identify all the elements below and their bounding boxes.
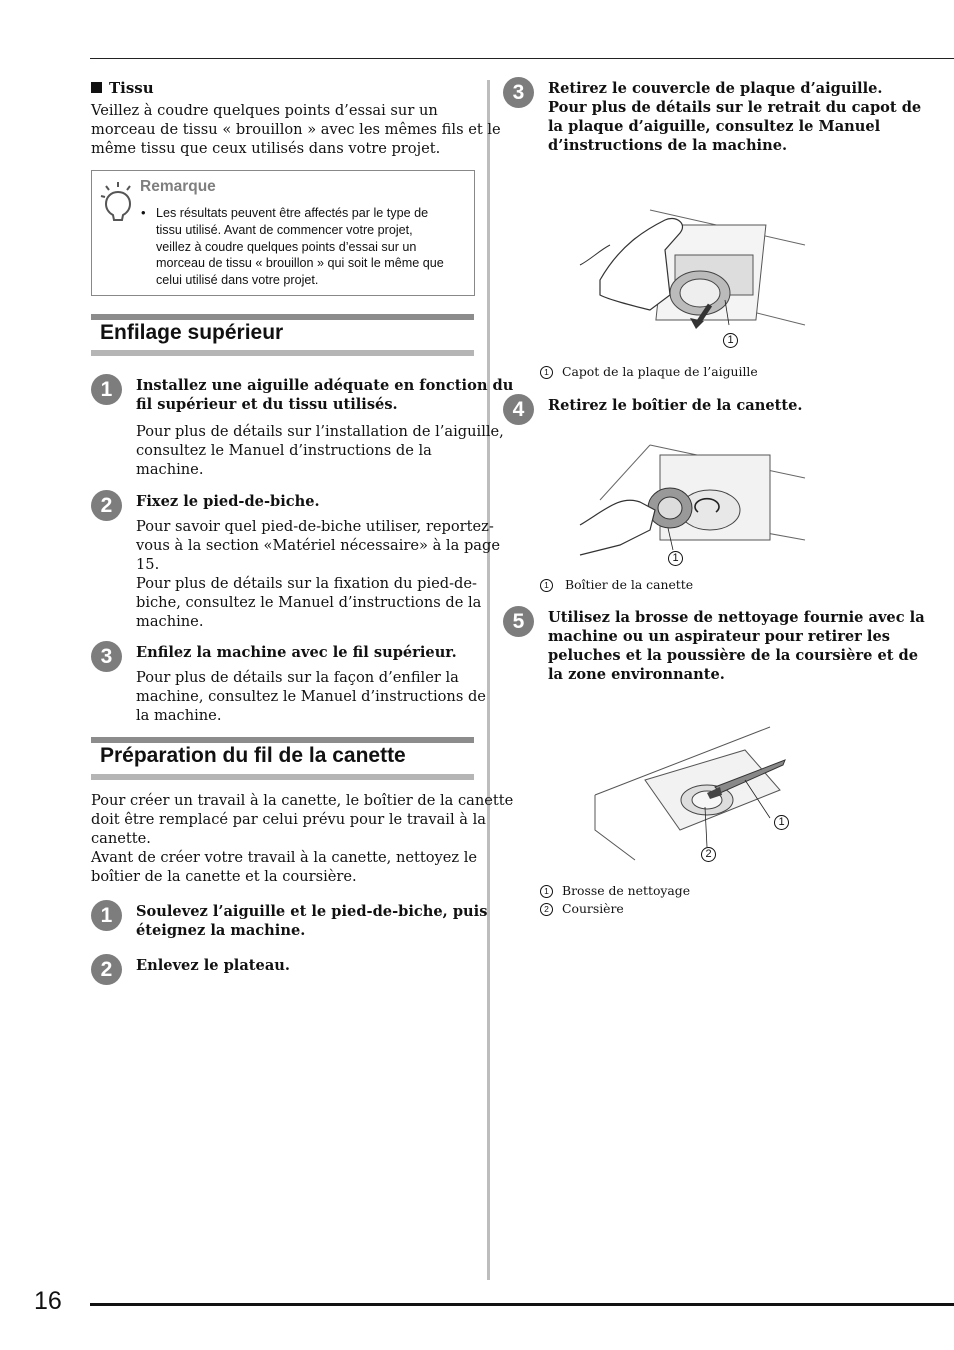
callout-marker: 1 bbox=[668, 551, 683, 566]
square-bullet-icon bbox=[91, 82, 102, 93]
column-divider bbox=[487, 80, 490, 1280]
step-instruction: Enfilez la machine avec le fil supérieur. bbox=[136, 644, 457, 661]
section-bar-top bbox=[91, 314, 474, 320]
bottom-rule bbox=[90, 1303, 954, 1306]
needle-plate-cover-illustration bbox=[580, 205, 805, 353]
step-instruction: Utilisez la brosse de nettoyage fournie avec la machine ou un aspirateur pour retirer les peluches et la poussière de la coursière et de la zone environnante. bbox=[548, 609, 925, 683]
bobbin-case-illustration bbox=[580, 440, 805, 565]
step-instruction: Retirez le couvercle de plaque d’aiguille. Pour plus de détails sur le retrait du capot de la plaque d’aiguille, consultez le Manuel d’instructions de la machine. bbox=[548, 80, 922, 154]
top-rule bbox=[90, 58, 954, 59]
callout-marker: 1 bbox=[723, 333, 738, 348]
step-number: 1 bbox=[91, 900, 122, 931]
tissu-paragraph: Veillez à coudre quelques points d’essai sur un morceau de tissu « brouillon » avec les mêmes fils et le même tissu que ceux utilisés dans votre projet. bbox=[91, 102, 501, 157]
step-number: 4 bbox=[503, 394, 534, 425]
section-bar-bottom bbox=[91, 774, 474, 780]
callout-marker: 2 bbox=[701, 847, 716, 862]
note-title: Remarque bbox=[140, 178, 216, 195]
figure-caption: 1 Brosse de nettoyage 2 Coursière bbox=[540, 882, 690, 918]
lightbulb-note-icon bbox=[100, 180, 136, 224]
section-title-preparation: Préparation du fil de la canette bbox=[100, 744, 406, 767]
step-number: 3 bbox=[91, 641, 122, 672]
tissu-heading: Tissu bbox=[91, 79, 154, 97]
step-number: 2 bbox=[91, 954, 122, 985]
step-instruction: Fixez le pied-de-biche. bbox=[136, 493, 320, 510]
step-detail: Pour savoir quel pied-de-biche utiliser, reportez- vous à la section «Matériel nécessaire» à la page 15. Pour plus de détails sur la fixation du pied-de- biche, consultez le Manuel d’instructions de la machine. bbox=[136, 518, 500, 630]
section-bar-bottom bbox=[91, 350, 474, 356]
step-instruction: Retirez le boîtier de la canette. bbox=[548, 397, 803, 414]
step-detail: Pour plus de détails sur l’installation de l’aiguille, consultez le Manuel d’instructions de la machine. bbox=[136, 423, 504, 478]
callout-marker: 1 bbox=[774, 815, 789, 830]
step-number: 5 bbox=[503, 606, 534, 637]
step-instruction: Installez une aiguille adéquate en fonction du fil supérieur et du tissu utilisés. bbox=[136, 377, 514, 413]
figure-caption: 1 Capot de la plaque de l’aiguille bbox=[540, 363, 758, 381]
step-number: 2 bbox=[91, 490, 122, 521]
step-instruction: Enlevez le plateau. bbox=[136, 957, 290, 974]
step-detail: Pour plus de détails sur la façon d’enfiler la machine, consultez le Manuel d’instructions de la machine. bbox=[136, 669, 486, 724]
section-bar-top bbox=[91, 737, 474, 743]
page-number: 16 bbox=[34, 1287, 62, 1315]
step-number: 3 bbox=[503, 77, 534, 108]
section-title-enfilage: Enfilage supérieur bbox=[100, 321, 284, 344]
cleaning-brush-illustration bbox=[595, 725, 805, 865]
step-number: 1 bbox=[91, 374, 122, 405]
step-instruction: Soulevez l’aiguille et le pied-de-biche, puis éteignez la machine. bbox=[136, 903, 488, 939]
section2-intro: Pour créer un travail à la canette, le boîtier de la canette doit être remplacé par celui prévu pour le travail à la canette. Avant de créer votre travail à la canette, nettoyez le boîtier de la canette et la coursière. bbox=[91, 792, 514, 885]
figure-caption: 1 Boîtier de la canette bbox=[540, 576, 693, 594]
note-bullet: • bbox=[141, 205, 146, 220]
note-text: Les résultats peuvent être affectés par le type de tissu utilisé. Avant de commencer votre projet, veillez à coudre quelques points d’essai sur un morceau de tissu « brouillon » qui soit le même que celui utilisé dans votre projet. bbox=[156, 206, 444, 288]
